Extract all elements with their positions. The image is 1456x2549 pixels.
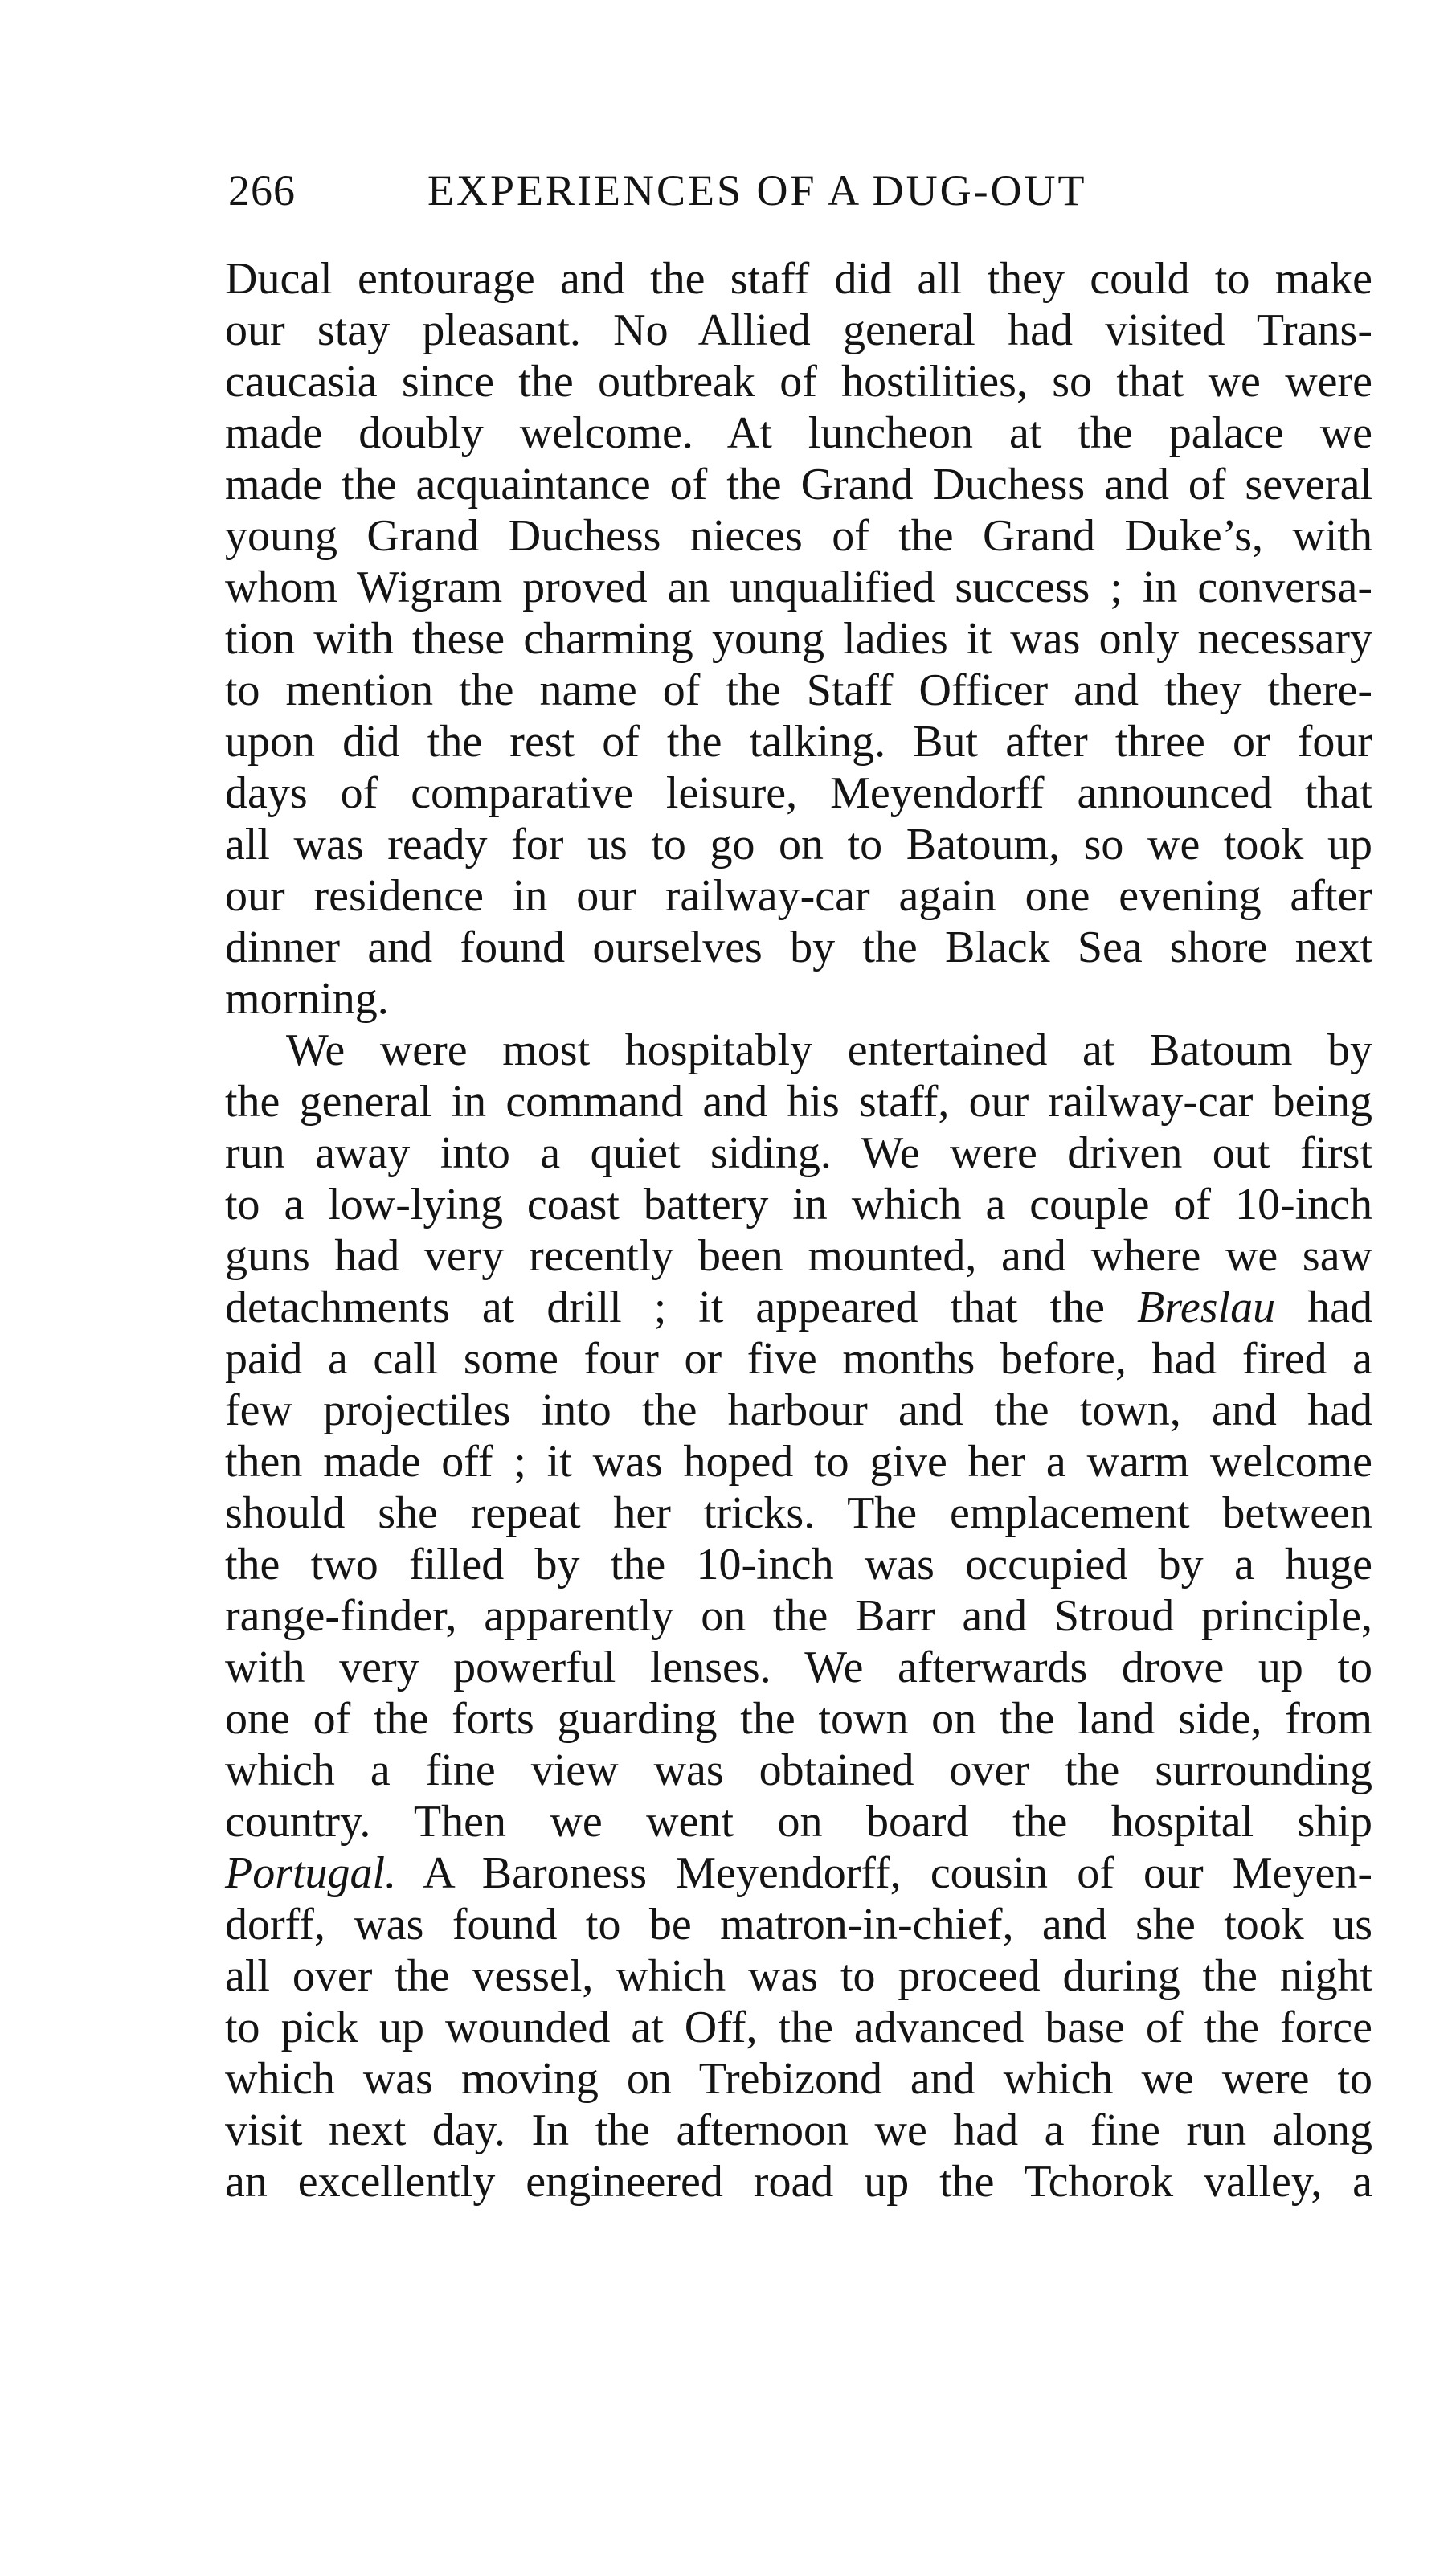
text-line: our residence in our railway-car again one evening after <box>225 871 1372 921</box>
text-line: few projectiles into the harbour and the town, and had <box>225 1385 1372 1435</box>
running-header <box>228 162 1393 219</box>
text-run: had <box>1275 1283 1373 1332</box>
text-line: to pick up wounded at Off, the advanced base of the force <box>225 2003 1372 2052</box>
text-line: with very powerful lenses. We afterwards drove up to <box>225 1643 1372 1692</box>
text-line: run away into a quiet siding. We were driven out first <box>225 1128 1372 1178</box>
text-line: visit next day. In the afternoon we had a fine run along <box>225 2105 1372 2155</box>
text-line: tion with these charming young ladies it was only necessary <box>225 614 1372 664</box>
text-line: days of comparative leisure, Meyendorff announced that <box>225 768 1372 818</box>
text-line: to mention the name of the Staff Officer and they there- <box>225 665 1372 715</box>
text-line: all over the vessel, which was to proceed during the night <box>225 1951 1372 2001</box>
text-line: country. Then we went on board the hospital ship <box>225 1797 1372 1847</box>
text-line: should she repeat her tricks. The emplacement between <box>225 1488 1372 1538</box>
text-line: made the acquaintance of the Grand Duchess and of several <box>225 460 1372 509</box>
text-line: dinner and found ourselves by the Black Sea shore next <box>225 923 1372 972</box>
running-title: EXPERIENCES OF A DUG-OUT <box>427 166 1087 215</box>
text-line: an excellently engineered road up the Tchorok valley, a <box>225 2157 1372 2207</box>
text-line: one of the forts guarding the town on the land side, from <box>225 1694 1372 1744</box>
text-run: A Baroness Meyendorff, cousin of our Meyen- <box>396 1848 1372 1898</box>
text-line: morning. <box>225 974 389 1024</box>
text-line: whom Wigram proved an unqualified success ; in conversa- <box>225 563 1372 612</box>
text-line: made doubly welcome. At luncheon at the palace we <box>225 408 1372 458</box>
text-line: guns had very recently been mounted, and where we saw <box>225 1231 1372 1281</box>
text-line: which was moving on Trebizond and which we were to <box>225 2054 1372 2104</box>
text-line <box>225 1279 1372 1336</box>
text-line: caucasia since the outbreak of hostilities, so that we were <box>225 357 1372 407</box>
text-line: dorff, was found to be matron-in-chief, and she took us <box>225 1900 1372 1950</box>
text-line: range-finder, apparently on the Barr and Stroud principle, <box>225 1591 1372 1641</box>
ship-name-portugal: Portugal. <box>225 1848 397 1898</box>
text-line: upon did the rest of the talking. But after three or four <box>225 717 1372 767</box>
page-number: 266 <box>228 166 296 215</box>
text-line: which a fine view was obtained over the surrounding <box>225 1745 1372 1795</box>
text-line: to a low-lying coast battery in which a couple of 10-inch <box>225 1180 1372 1229</box>
text-line: all was ready for us to go on to Batoum, so we took up <box>225 820 1372 869</box>
text-line: our stay pleasant. No Allied general had visited Trans- <box>225 305 1372 355</box>
text-line: the general in command and his staff, our railway-car being <box>225 1077 1372 1127</box>
text-line: Ducal entourage and the staff did all they could to make <box>225 254 1372 304</box>
text-line <box>225 1845 1372 1901</box>
text-run: detachments at drill ; it appeared that the <box>225 1283 1137 1332</box>
text-line: paid a call some four or five months before, had fired a <box>225 1334 1372 1384</box>
text-line: young Grand Duchess nieces of the Grand Duke’s, with <box>225 511 1372 561</box>
text-line: the two filled by the 10-inch was occupied by a huge <box>225 1540 1372 1590</box>
text-line: then made off ; it was hoped to give her a warm welcome <box>225 1437 1372 1487</box>
paragraph-first-line: We were most hospitably entertained at Batoum by <box>286 1025 1372 1075</box>
ship-name-breslau: Breslau <box>1136 1283 1276 1332</box>
